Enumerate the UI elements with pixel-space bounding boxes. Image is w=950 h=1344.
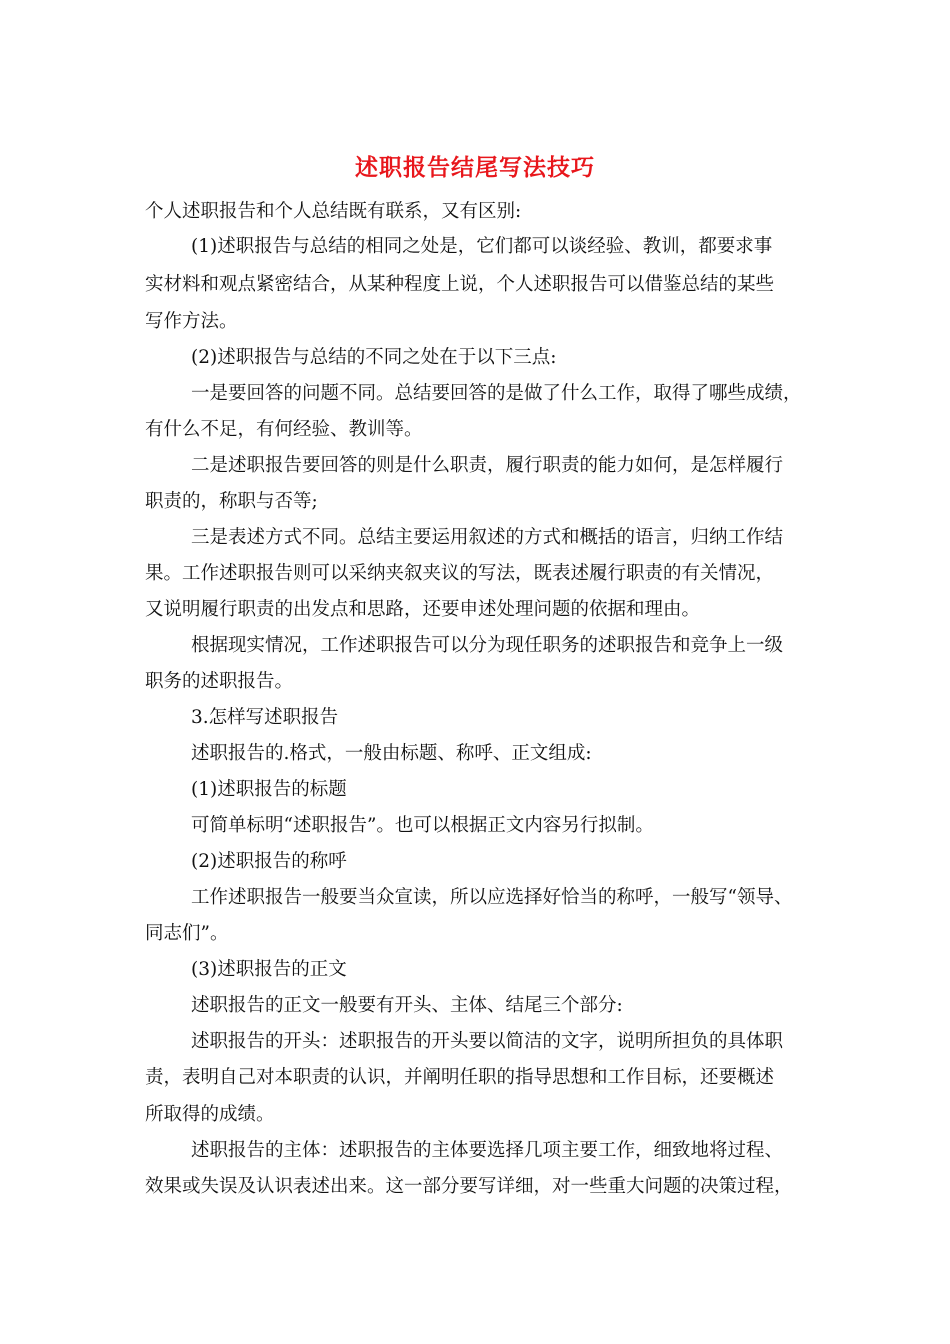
- paragraph-line: 工作述职报告一般要当众宣读，所以应选择好恰当的称呼，一般写“领导、: [191, 887, 793, 908]
- paragraph-line: 效果或失误及认识表述出来。这一部分要写详细，对一些重大问题的决策过程，: [145, 1176, 793, 1197]
- paragraph-line: 可简单标明“述职报告”。也可以根据正文内容另行拟制。: [191, 815, 654, 836]
- paragraph-line: 所取得的成绩。: [145, 1104, 275, 1125]
- paragraph-line: 实材料和观点紧密结合，从某种程度上说，个人述职报告可以借鉴总结的某些: [145, 274, 775, 295]
- paragraph-line: 有什么不足，有何经验、教训等。: [145, 419, 423, 440]
- paragraph-line: 职务的述职报告。: [145, 671, 294, 692]
- paragraph-line: 职责的，称职与否等;: [145, 491, 318, 512]
- paragraph-line: (3)述职报告的正文: [191, 959, 347, 980]
- paragraph-line: 写作方法。: [145, 311, 238, 332]
- paragraph-line: 3.怎样写述职报告: [191, 707, 339, 728]
- paragraph-line: 述职报告的.格式，一般由标题、称呼、正文组成:: [191, 743, 592, 764]
- paragraph-line: 个人述职报告和个人总结既有联系，又有区别:: [145, 201, 522, 222]
- document-title: 述职报告结尾写法技巧: [355, 154, 595, 181]
- paragraph-line: 又说明履行职责的出发点和思路，还要申述处理问题的依据和理由。: [145, 599, 701, 620]
- paragraph-line: (2)述职报告的称呼: [191, 851, 347, 872]
- paragraph-line: 一是要回答的问题不同。总结要回答的是做了什么工作，取得了哪些成绩，: [191, 383, 802, 404]
- paragraph-line: 责，表明自己对本职责的认识，并阐明任职的指导思想和工作目标，还要概述: [145, 1067, 775, 1088]
- paragraph-line: 二是述职报告要回答的则是什么职责，履行职责的能力如何，是怎样履行: [191, 455, 784, 476]
- paragraph-line: 述职报告的主体：述职报告的主体要选择几项主要工作，细致地将过程、: [191, 1140, 784, 1161]
- paragraph-line: 根据现实情况，工作述职报告可以分为现任职务的述职报告和竞争上一级: [191, 635, 784, 656]
- paragraph-line: (1)述职报告与总结的相同之处是，它们都可以谈经验、教训，都要求事: [191, 236, 773, 257]
- paragraph-line: 述职报告的开头：述职报告的开头要以简洁的文字，说明所担负的具体职: [191, 1031, 784, 1052]
- paragraph-line: 果。工作述职报告则可以采纳夹叙夹议的写法，既表述履行职责的有关情况，: [145, 563, 775, 584]
- paragraph-line: 述职报告的正文一般要有开头、主体、结尾三个部分:: [191, 995, 623, 1016]
- paragraph-line: 三是表述方式不同。总结主要运用叙述的方式和概括的语言，归纳工作结: [191, 527, 784, 548]
- paragraph-line: (2)述职报告与总结的不同之处在于以下三点:: [191, 347, 557, 368]
- paragraph-line: (1)述职报告的标题: [191, 779, 347, 800]
- paragraph-line: 同志们”。: [145, 923, 229, 944]
